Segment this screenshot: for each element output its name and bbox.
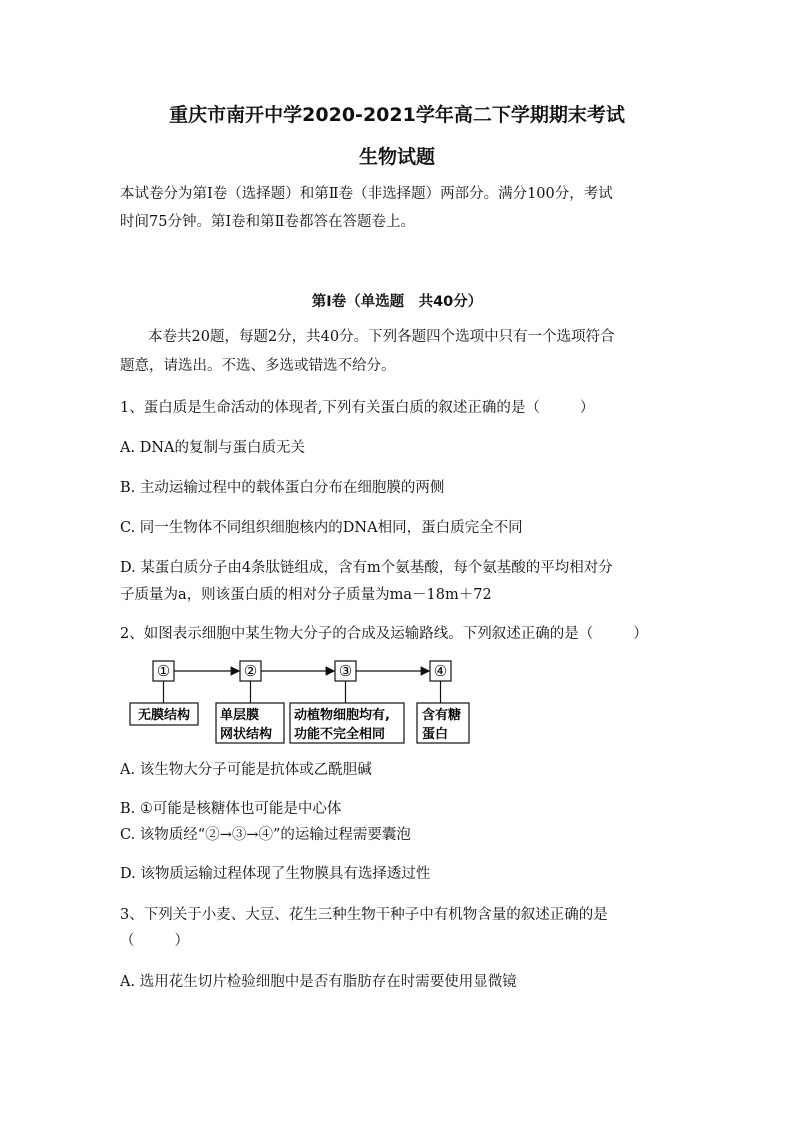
svg-text:网状结构: 网状结构 [220, 727, 273, 742]
exam-title: 重庆市南开中学2020-2021学年高二下学期期末考试 [169, 104, 625, 126]
transport-pathway-diagram [120, 655, 480, 750]
diagram-node-2 [240, 661, 261, 681]
section-heading: 第Ⅰ卷（单选题 共40分） [311, 294, 483, 310]
diagram-label-4 [417, 703, 469, 743]
diagram-node-4 [430, 661, 451, 681]
svg-text:功能不完全相同: 功能不完全相同 [294, 727, 386, 742]
instruction-line-2: 题意，请选出。不选、多选或错选不给分。 [120, 358, 396, 374]
question-1-option-a: A. DNA的复制与蛋白质无关 [120, 440, 305, 456]
instruction-line-1: 本卷共20题，每题2分，共40分。下列各题四个选项中只有一个选项符合 [148, 329, 615, 345]
svg-text:②: ② [243, 662, 258, 680]
question-2-option-b: B. ①可能是核糖体也可能是中心体 [120, 801, 342, 817]
diagram-label-1 [130, 703, 198, 725]
intro-line-2: 时间75分钟。第Ⅰ卷和第Ⅱ卷都答在答题卷上。 [120, 214, 416, 230]
question-3-option-a: A. 选用花生切片检验细胞中是否有脂肪存在时需要使用显微镜 [120, 974, 517, 990]
question-3-stem-line-2 [120, 929, 189, 950]
svg-text:动植物细胞均有,: 动植物细胞均有, [294, 708, 390, 723]
question-2-stem-text: 2、如图表示细胞中某生物大分子的合成及运输路线。下列叙述正确的是（ [120, 626, 594, 642]
diagram-node-3 [335, 661, 356, 681]
question-2-option-a: A. 该生物大分子可能是抗体或乙酰胆碱 [120, 762, 372, 778]
question-2-option-c: C. 该物质经“②→③→④”的运输过程需要囊泡 [120, 827, 411, 843]
question-1-stem-close: ） [579, 400, 595, 416]
question-3-stem-close: ） [174, 933, 189, 949]
svg-text:④: ④ [433, 662, 448, 680]
question-1-stem-text: 1、蛋白质是生命活动的体现者,下列有关蛋白质的叙述正确的是（ [120, 400, 540, 416]
svg-text:单层膜: 单层膜 [220, 708, 260, 723]
question-2-stem-close: ） [633, 626, 648, 642]
question-1-option-c: C. 同一生物体不同组织细胞核内的DNA相同，蛋白质完全不同 [120, 520, 523, 536]
question-2-stem [120, 622, 648, 643]
question-3-stem-open: （ [120, 933, 135, 949]
svg-text:③: ③ [338, 662, 353, 680]
exam-subtitle: 生物试题 [358, 146, 435, 168]
diagram-label-2 [216, 703, 284, 743]
diagram-label-3 [290, 703, 404, 743]
svg-text:含有糖: 含有糖 [422, 708, 462, 723]
intro-line-1: 本试卷分为第Ⅰ卷（选择题）和第Ⅱ卷（非选择题）两部分。满分100分，考试 [120, 186, 613, 202]
diagram-node-1 [153, 661, 174, 681]
question-1-option-d-line-1: D. 某蛋白质分子由4条肽链组成，含有m个氨基酸，每个氨基酸的平均相对分 [120, 560, 613, 576]
svg-text:无膜结构: 无膜结构 [137, 708, 191, 723]
question-1-stem [120, 396, 594, 417]
question-2-option-d: D. 该物质运输过程体现了生物膜具有选择透过性 [120, 866, 431, 882]
question-1-option-b: B. 主动运输过程中的载体蛋白分布在细胞膜的两侧 [120, 480, 445, 496]
question-3-stem-line-1: 3、下列关于小麦、大豆、花生三种生物干种子中有机物含量的叙述正确的是 [120, 907, 608, 923]
question-1-option-d-line-2: 子质量为a，则该蛋白质的相对分子质量为ma－18m＋72 [120, 587, 492, 603]
svg-text:蛋白: 蛋白 [422, 727, 449, 742]
svg-text:①: ① [156, 662, 171, 680]
